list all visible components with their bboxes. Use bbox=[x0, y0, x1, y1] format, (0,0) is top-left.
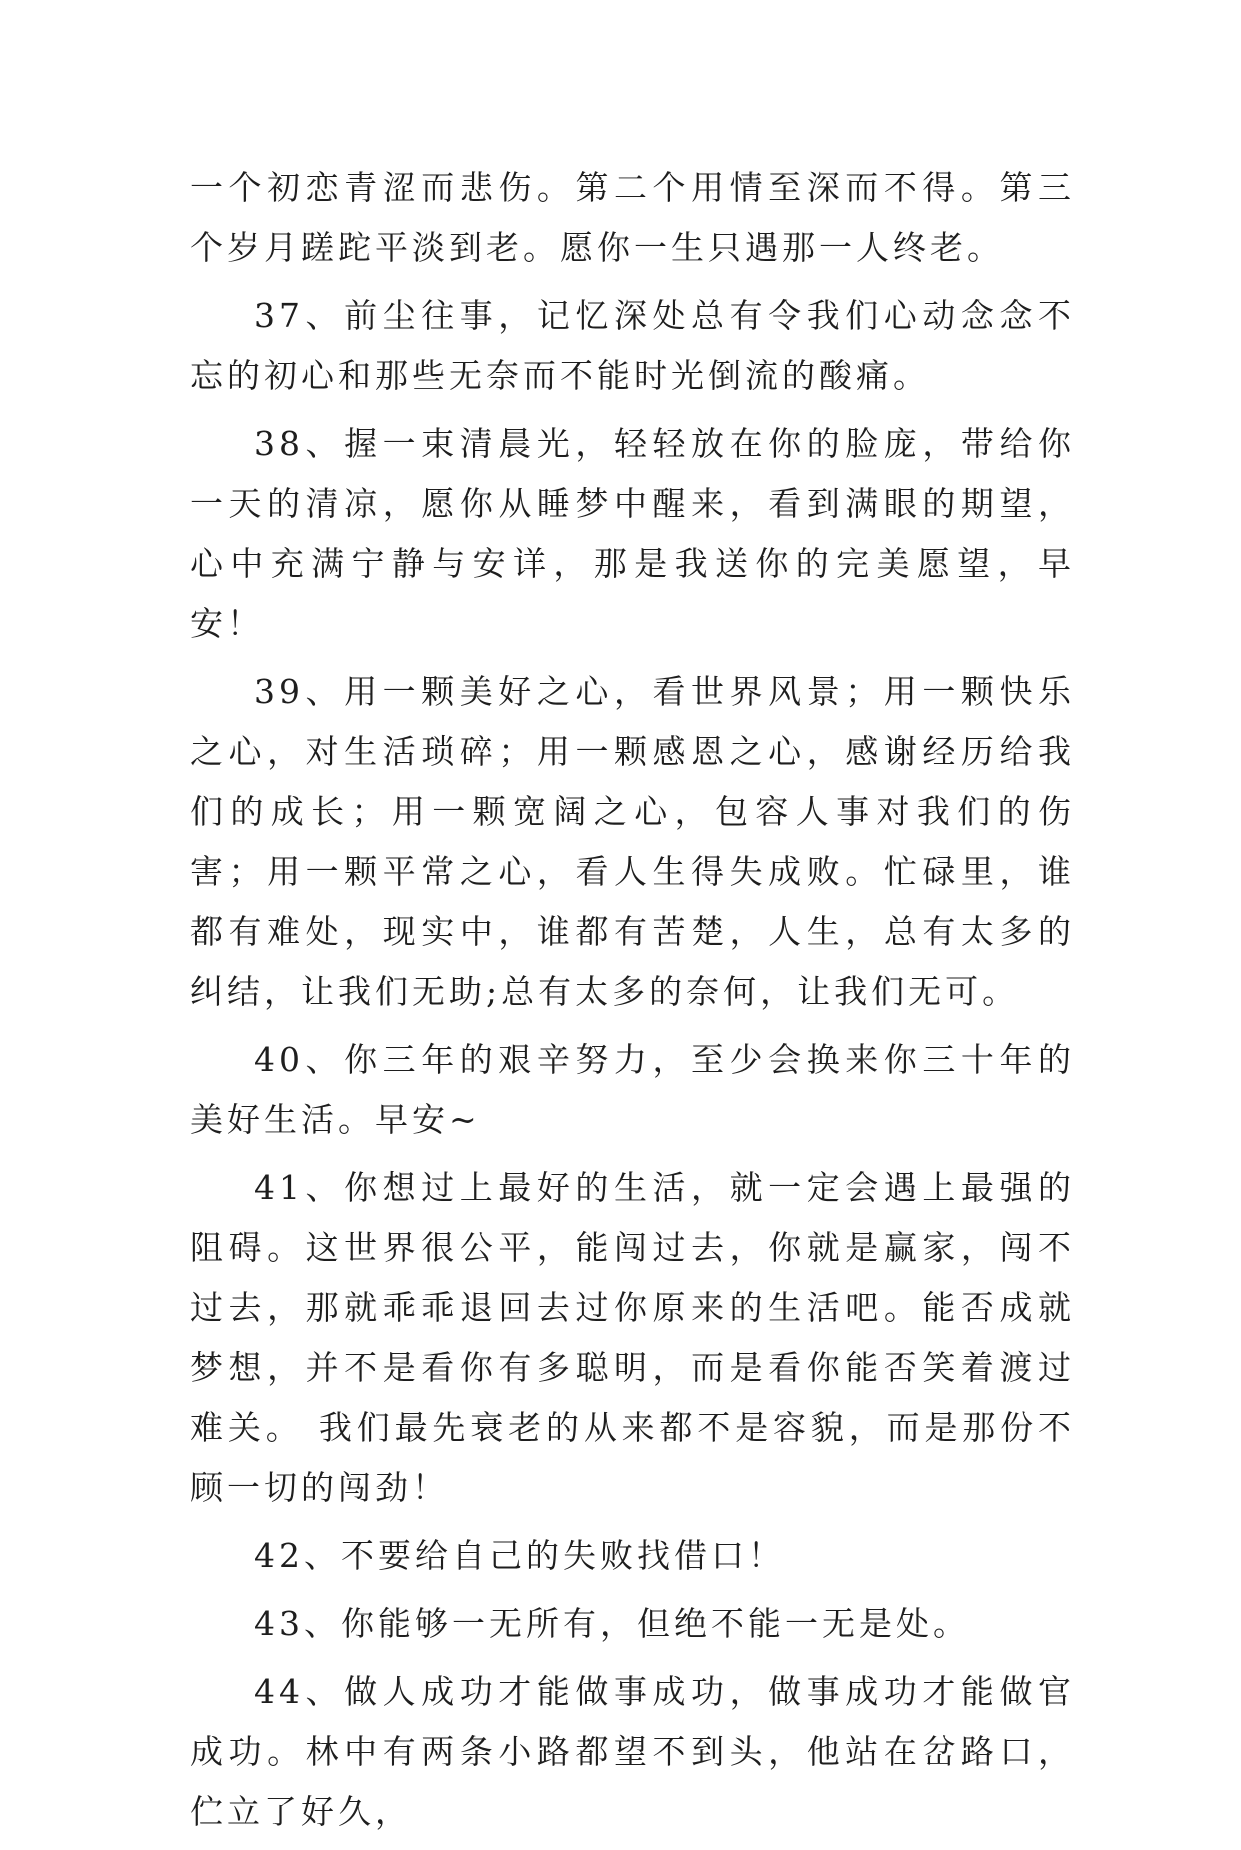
paragraph-41: 41、你想过上最好的生活，就一定会遇上最强的阻碍。这世界很公平，能闯过去，你就是赢家，闯不过去，那就乖乖退回去过你原来的生活吧。能否成就梦想，并不是看你有多聪明，而是看你能否笑着渡过难关。 我们最先衰老的从来都不是容貌，而是那份不顾一切的闯劲！ bbox=[190, 1168, 1075, 1507]
paragraph-39: 39、用一颗美好之心，看世界风景；用一颗快乐之心，对生活琐碎；用一颗感恩之心，感谢经历给我们的成长；用一颗宽阔之心，包容人事对我们的伤害；用一颗平常之心，看人生得失成败。忙碌里，谁都有难处，现实中，谁都有苦楚，人生，总有太多的纠结，让我们无助;总有太多的奈何，让我们无可。 bbox=[190, 672, 1075, 1011]
paragraph-42: 42、不要给自己的失败找借口！ bbox=[254, 1536, 785, 1575]
paragraph-36-continuation: 一个初恋青涩而悲伤。第二个用情至深而不得。第三个岁月蹉跎平淡到老。愿你一生只遇那一人终老。 bbox=[190, 168, 1075, 267]
paragraph-40: 40、你三年的艰辛努力，至少会换来你三十年的美好生活。早安~ bbox=[190, 1040, 1075, 1139]
paragraph-37: 37、前尘往事，记忆深处总有令我们心动念念不忘的初心和那些无奈而不能时光倒流的酸痛。 bbox=[190, 296, 1075, 395]
paragraph-44: 44、做人成功才能做事成功，做事成功才能做官成功。林中有两条小路都望不到头，他站在岔路口，伫立了好久， bbox=[190, 1672, 1075, 1831]
paragraph-38: 38、握一束清晨光，轻轻放在你的脸庞，带给你一天的清凉，愿你从睡梦中醒来，看到满眼的期望，心中充满宁静与安详，那是我送你的完美愿望，早安！ bbox=[190, 424, 1075, 643]
body-text bbox=[190, 158, 1075, 1850]
paragraph-43: 43、你能够一无所有，但绝不能一无是处。 bbox=[254, 1604, 970, 1643]
